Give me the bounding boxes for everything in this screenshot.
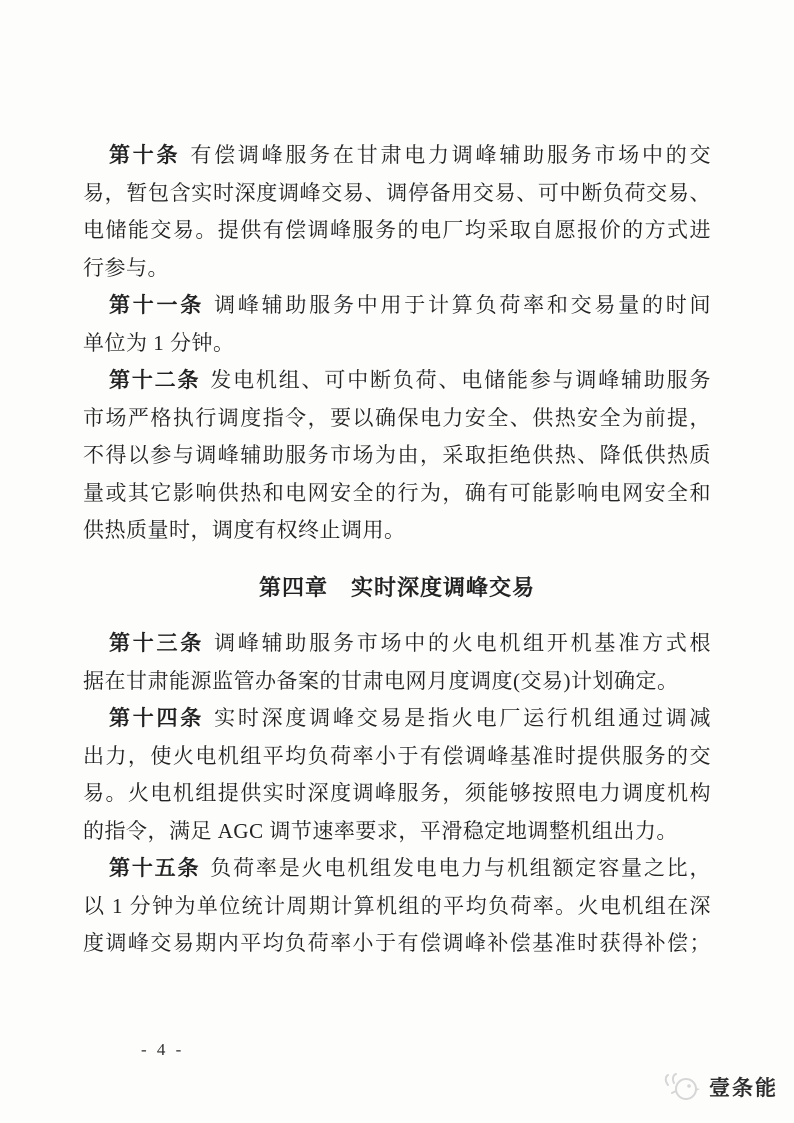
body-line: 电储能交易。提供有偿调峰服务的电厂均采取自愿报价的方式进: [83, 218, 711, 242]
document-body: [83, 137, 711, 963]
article-paragraph: [83, 137, 711, 287]
body-line: [83, 362, 711, 400]
chapter-heading: 第四章 实时深度调峰交易: [258, 574, 535, 600]
body-line: [83, 287, 711, 325]
article-term: 第十五条: [109, 856, 201, 880]
article-paragraph: [83, 625, 711, 700]
body-line: 量或其它影响供热和电网安全的行为，确有可能影响电网安全和: [83, 480, 711, 505]
body-line: 出力，使火电机组平均负荷率小于有偿调峰基准时提供服务的交: [83, 743, 711, 768]
body-line-text: 调峰辅助服务市场中的火电机组开机基准方式根: [214, 631, 711, 655]
body-line: [83, 850, 711, 888]
article-term: 第十一条: [109, 293, 205, 317]
article-term: 第十条: [109, 143, 181, 167]
body-line: 不得以参与调峰辅助服务市场为由，采取拒绝供热、降低供热质: [83, 443, 711, 467]
body-line: 单位为 1 分钟。: [83, 330, 235, 355]
article-paragraph: [83, 850, 711, 963]
body-line-text: 有偿调峰服务在甘肃电力调峰辅助服务市场中的交: [190, 143, 711, 167]
body-line: 供热质量时，调度有权终止调用。: [83, 518, 406, 542]
body-line: [83, 137, 711, 175]
brand-label: 壹条能: [709, 1076, 778, 1100]
article-term: 第十三条: [109, 631, 205, 655]
page-number: - 4 -: [141, 1040, 185, 1059]
body-line: 的指令，满足 AGC 调节速率要求，平滑稳定地调整机组出力。: [83, 818, 678, 843]
body-line: [83, 700, 711, 738]
article-paragraph: [83, 700, 711, 850]
article-paragraph: [83, 287, 711, 362]
watermark: [662, 1072, 778, 1102]
body-line: 市场严格执行调度指令，要以确保电力安全、供热安全为前提，: [83, 405, 711, 430]
body-line: 行参与。: [83, 255, 169, 280]
article-term: 第十四条: [109, 706, 205, 730]
body-line: 易，暂包含实时深度调峰交易、调停备用交易、可中断负荷交易、: [83, 180, 711, 205]
body-line: 度调峰交易期内平均负荷率小于有偿调峰补偿基准时获得补偿；: [83, 931, 711, 955]
body-line-text: 实时深度调峰交易是指火电厂运行机组通过调减: [214, 706, 711, 730]
brand-bird-icon: [662, 1072, 704, 1102]
body-line-text: 调峰辅助服务中用于计算负荷率和交易量的时间: [214, 293, 711, 317]
body-line: 据在甘肃能源监管办备案的甘肃电网月度调度(交易)计划确定。: [83, 668, 679, 693]
body-line: 以 1 分钟为单位统计周期计算机组的平均负荷率。火电机组在深: [83, 893, 711, 918]
article-term: 第十二条: [109, 368, 201, 392]
body-line: [83, 625, 711, 663]
article-paragraph: [83, 362, 711, 550]
body-line-text: 发电机组、可中断负荷、电储能参与调峰辅助服务: [210, 368, 711, 392]
body-line: 易。火电机组提供实时深度调峰服务，须能够按照电力调度机构: [83, 781, 711, 805]
body-line-text: 负荷率是火电机组发电电力与机组额定容量之比，: [210, 856, 711, 880]
